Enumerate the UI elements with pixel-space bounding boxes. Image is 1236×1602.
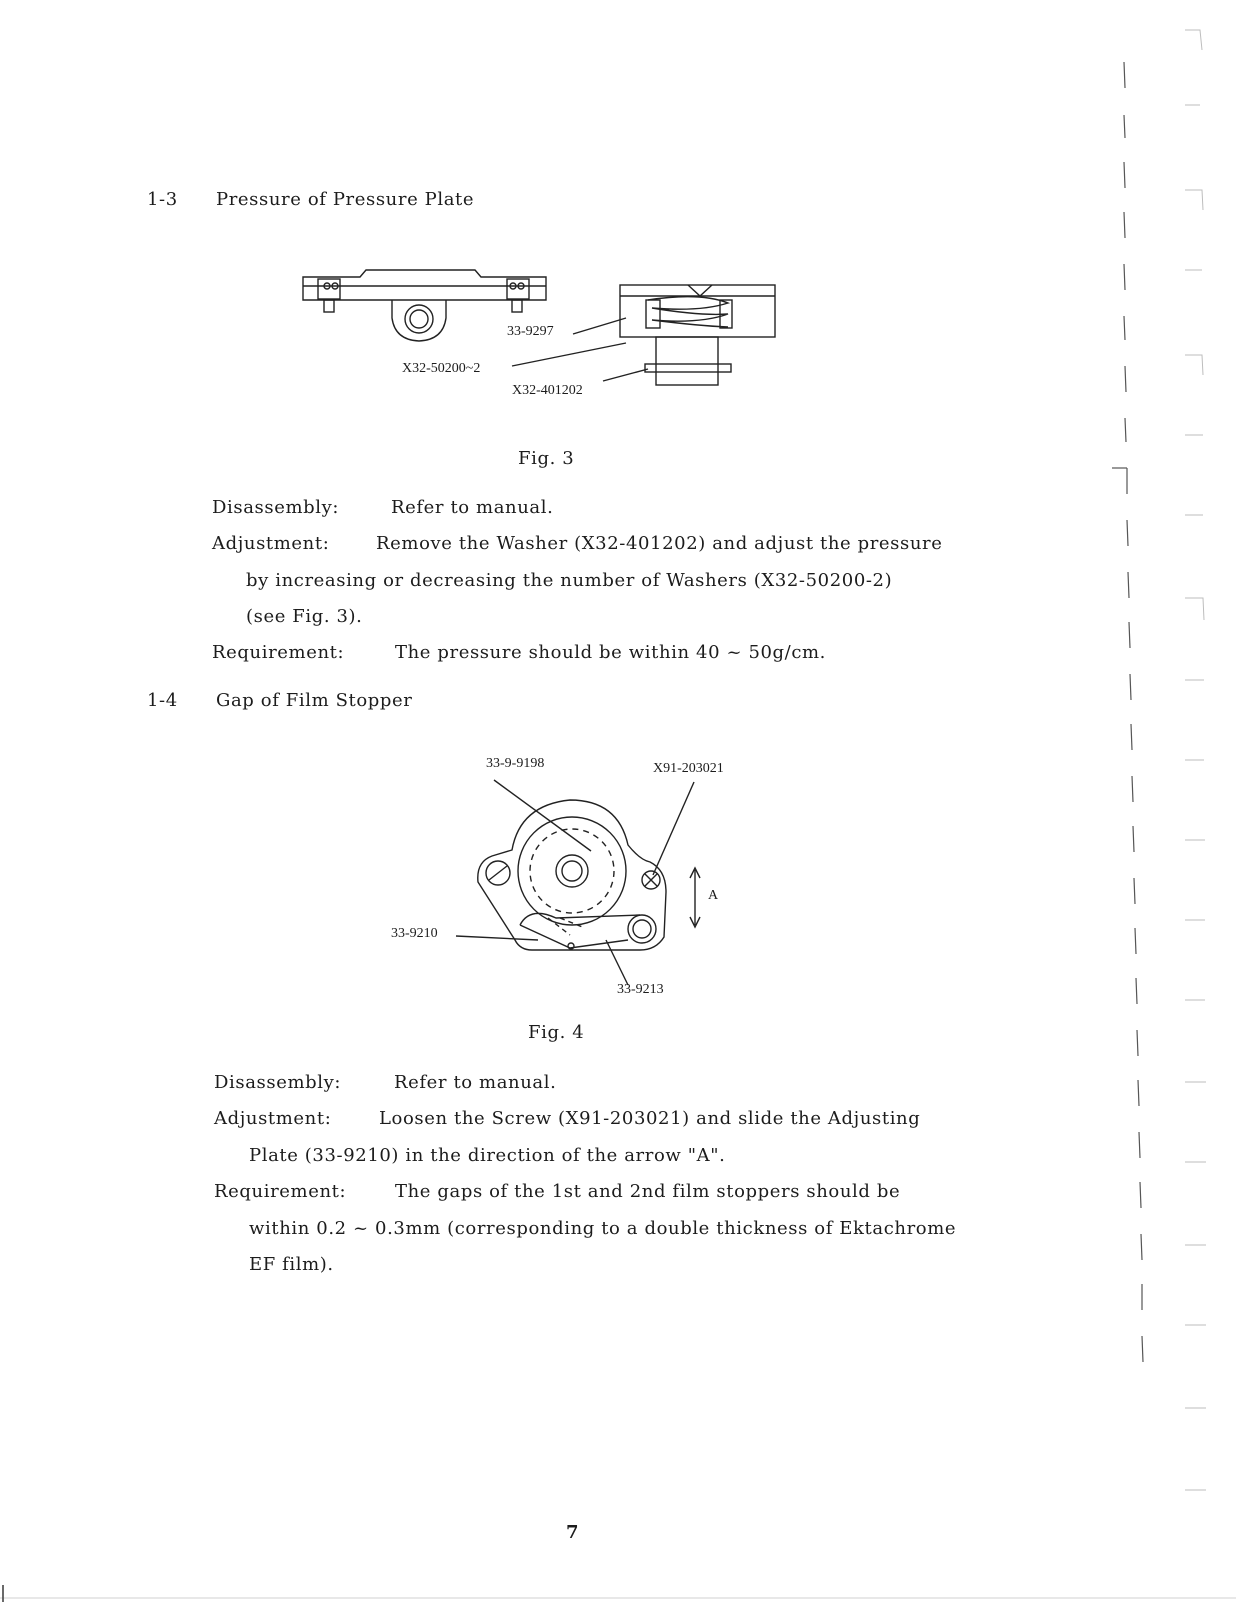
section-1-3-number: 1-3 [147, 189, 178, 210]
disassembly-text-1-4: Refer to manual. [394, 1072, 557, 1093]
fig-4-label-x91-203021: X91-203021 [653, 761, 724, 776]
adjustment-line2-1-3: by increasing or decreasing the number of Washers (X32-50200-2) [246, 570, 893, 591]
fig-3-label-33-9297: 33-9297 [507, 324, 554, 339]
adjustment-line1-1-4: Loosen the Screw (X91-203021) and slide the Adjusting [379, 1108, 921, 1129]
adjustment-line1-1-3: Remove the Washer (X32-401202) and adjust the pressure [376, 533, 943, 554]
adjustment-label-1-4: Adjustment: [214, 1108, 332, 1129]
section-1-4-title: Gap of Film Stopper [216, 690, 413, 711]
fig-3-caption: Fig. 3 [518, 448, 575, 469]
fig-4-label-arrow-a: A [708, 888, 719, 903]
disassembly-text-1-3: Refer to manual. [391, 497, 554, 518]
adjustment-line2-1-4: Plate (33-9210) in the direction of the arrow "A". [249, 1145, 726, 1166]
fig-4-label-33-9-9198: 33-9-9198 [486, 756, 545, 771]
fig-4-label-33-9213: 33-9213 [617, 982, 664, 997]
page-number: 7 [566, 1522, 580, 1543]
requirement-label-1-4: Requirement: [214, 1181, 347, 1202]
requirement-line2-1-4: within 0.2 ~ 0.3mm (corresponding to a double thickness of Ektachrome [249, 1218, 957, 1239]
section-1-3-title: Pressure of Pressure Plate [216, 189, 475, 210]
requirement-line1-1-3: The pressure should be within 40 ~ 50g/cm. [395, 642, 827, 663]
adjustment-line3-1-3: (see Fig. 3). [246, 606, 363, 627]
requirement-label-1-3: Requirement: [212, 642, 345, 663]
requirement-line3-1-4: EF film). [249, 1254, 334, 1275]
fig-4-caption: Fig. 4 [528, 1022, 585, 1043]
fig-3-label-x32-401202: X32-401202 [512, 383, 583, 398]
disassembly-label-1-4: Disassembly: [214, 1072, 342, 1093]
adjustment-label-1-3: Adjustment: [212, 533, 330, 554]
fig-3-label-x32-50200-2: X32-50200~2 [402, 361, 481, 376]
fig-4-label-33-9210: 33-9210 [391, 926, 438, 941]
disassembly-label-1-3: Disassembly: [212, 497, 340, 518]
requirement-line1-1-4: The gaps of the 1st and 2nd film stoppers should be [395, 1181, 901, 1202]
section-1-4-number: 1-4 [147, 690, 178, 711]
